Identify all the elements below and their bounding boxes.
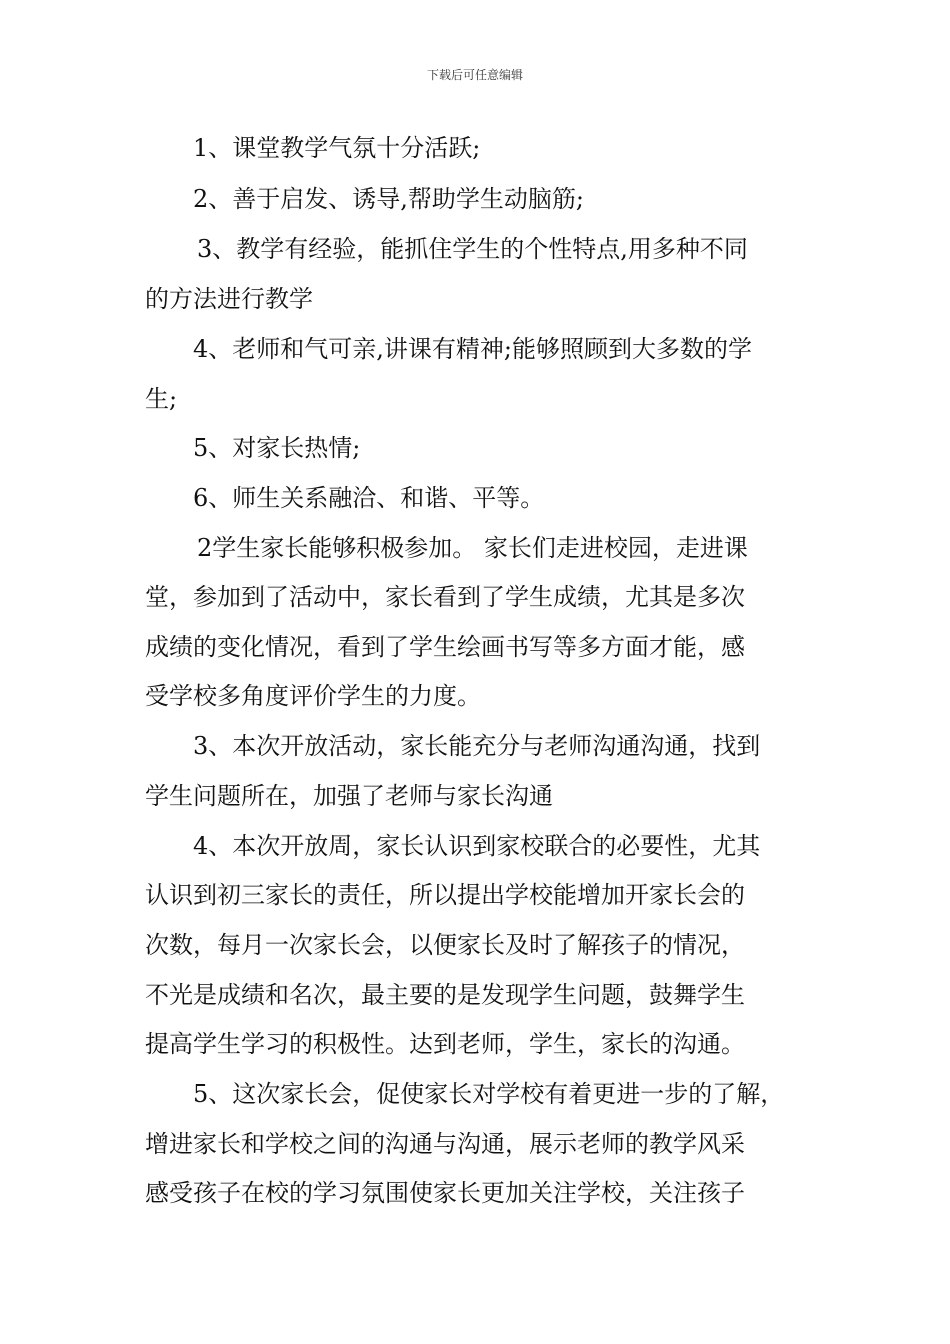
text-line: 6、师生关系融洽、和谐、平等。 [193, 484, 545, 512]
text-line: 4、本次开放周，家长认识到家校联合的必要性，尤其 [193, 832, 761, 860]
text-line: 生; [145, 385, 178, 413]
text-line: 5、对家长热情; [193, 434, 361, 462]
text-line: 次数，每月一次家长会，以便家长及时了解孩子的情况， [145, 931, 745, 959]
text-line: 增进家长和学校之间的沟通与沟通，展示老师的教学风采 [145, 1130, 745, 1158]
text-line: 认识到初三家长的责任，所以提出学校能增加开家长会的 [145, 881, 745, 909]
text-line: 2学生家长能够积极参加。 家长们走进校园，走进课 [197, 534, 748, 562]
text-line: 3、教学有经验，能抓住学生的个性特点,用多种不同 [197, 235, 748, 263]
text-line: 不光是成绩和名次，最主要的是发现学生问题，鼓舞学生 [145, 981, 745, 1009]
text-line: 成绩的变化情况，看到了学生绘画书写等多方面才能，感 [145, 633, 745, 661]
text-line: 4、老师和气可亲,讲课有精神;能够照顾到大多数的学 [193, 335, 752, 363]
text-line: 堂，参加到了活动中，家长看到了学生成绩，尤其是多次 [145, 583, 745, 611]
text-line: 受学校多角度评价学生的力度。 [145, 682, 481, 710]
text-line: 的方法进行教学 [145, 285, 313, 313]
text-line: 2、善于启发、诱导,帮助学生动脑筋; [193, 185, 584, 213]
text-line: 3、本次开放活动，家长能充分与老师沟通沟通，找到 [193, 732, 761, 760]
text-line: 1、课堂教学气氛十分活跃; [193, 134, 481, 162]
text-line: 学生问题所在，加强了老师与家长沟通 [145, 782, 553, 810]
page-header: 下载后可任意编辑 [426, 68, 523, 82]
text-line: 提高学生学习的积极性。达到老师，学生，家长的沟通。 [145, 1030, 745, 1058]
text-line: 5、这次家长会，促使家长对学校有着更进一步的了解， [193, 1080, 785, 1108]
text-line: 感受孩子在校的学习氛围使家长更加关注学校，关注孩子 [145, 1179, 745, 1207]
